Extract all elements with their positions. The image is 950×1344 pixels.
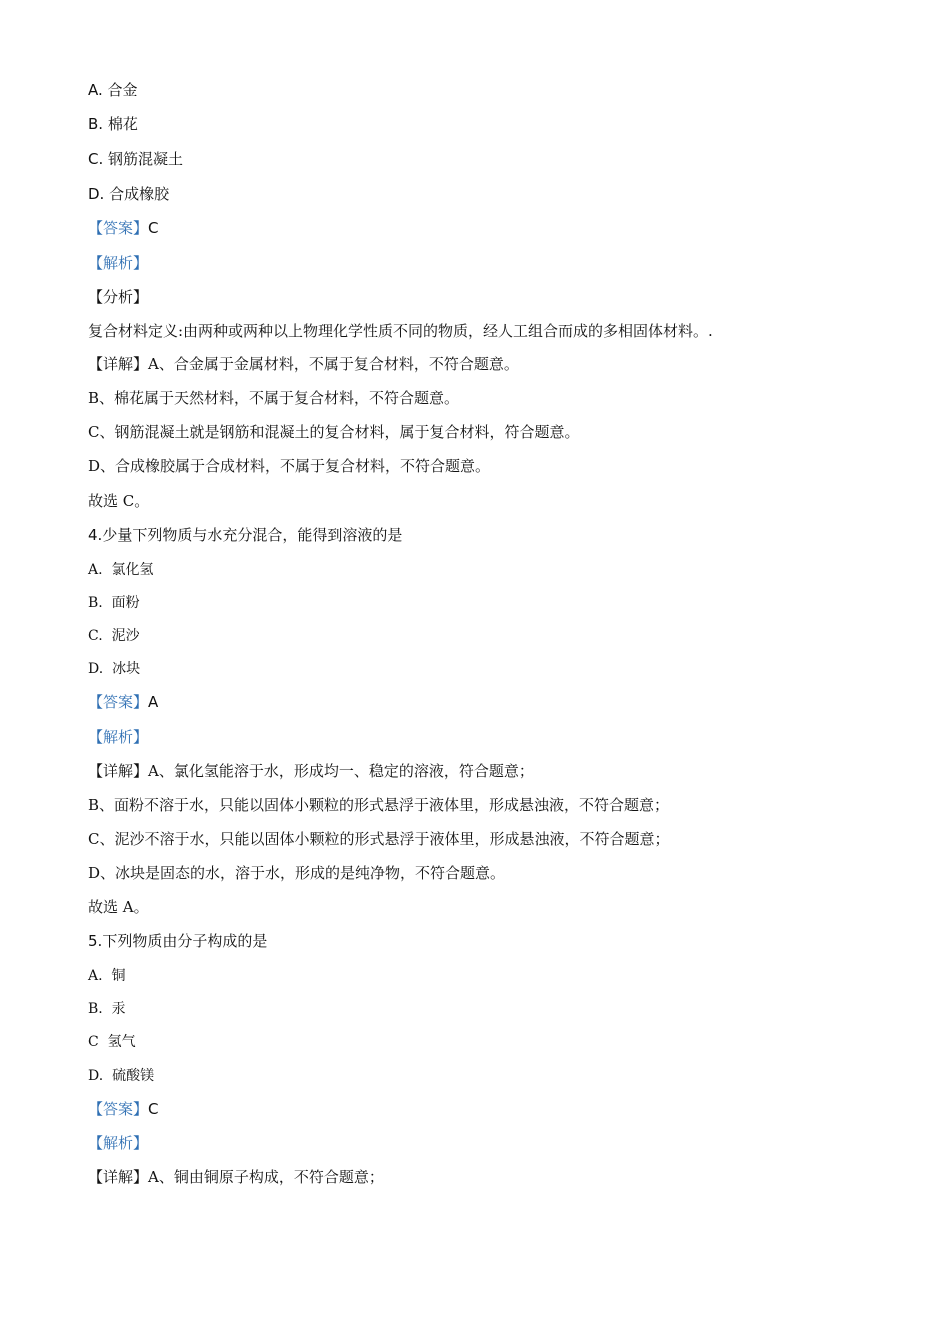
option-letter: B.: [88, 115, 104, 133]
q3-conclusion: 故选 C。: [88, 492, 150, 510]
option-letter: D.: [88, 1068, 104, 1084]
option-text: 合金: [107, 81, 138, 99]
q3-detail-d: D、合成橡胶属于合成材料，不属于复合材料，不符合题意。: [88, 457, 491, 475]
question-text: 下列物质由分子构成的是: [102, 932, 268, 950]
q3-fenxi-tag: [88, 287, 148, 307]
option-text: 泥沙: [111, 628, 140, 644]
q5-option-d: [88, 1066, 154, 1086]
option-letter: D.: [88, 185, 105, 203]
q5-answer: [88, 1099, 159, 1119]
q3-detail-c: C、钢筋混凝土就是钢筋和混凝土的复合材料，属于复合材料，符合题意。: [88, 423, 580, 441]
q3-detail-b: B、棉花属于天然材料，不属于复合材料，不符合题意。: [88, 389, 460, 407]
q3-answer: [88, 218, 159, 238]
q5-analysis-tag: [88, 1133, 148, 1153]
q4-option-a: [88, 560, 153, 580]
detail-tag: 【详解】: [88, 1168, 149, 1186]
q4-answer: [88, 692, 158, 712]
option-text: 汞: [111, 1001, 126, 1017]
option-text: 铜: [111, 968, 126, 984]
q4-option-d: [88, 659, 140, 679]
option-text: 氯化氢: [111, 562, 154, 578]
detail-text: A、铜由铜原子构成，不符合题意；: [148, 1168, 384, 1186]
answer-value: A: [148, 693, 159, 711]
q5-stem: [88, 931, 267, 951]
option-letter: C.: [88, 628, 103, 644]
option-text: 面粉: [111, 595, 140, 611]
option-letter: A.: [88, 968, 103, 984]
q4-conclusion: 故选 A。: [88, 898, 149, 916]
q5-option-a: [88, 966, 125, 986]
answer-value: C: [148, 1100, 159, 1118]
option-letter: C.: [88, 150, 104, 168]
fenxi-tag: 【分析】: [88, 288, 149, 306]
option-letter: A.: [88, 81, 103, 99]
answer-tag: 【答案】: [88, 219, 149, 237]
detail-text: A、氯化氢能溶于水，形成均一、稳定的溶液，符合题意；: [148, 762, 534, 780]
question-number: 5.: [88, 932, 103, 950]
q4-option-b: [88, 593, 140, 613]
q3-option-b: [88, 114, 138, 134]
q4-analysis-tag: [88, 727, 148, 747]
detail-text: A、合金属于金属材料，不属于复合材料，不符合题意。: [148, 355, 519, 373]
answer-value: C: [148, 219, 159, 237]
answer-tag: 【答案】: [88, 693, 149, 711]
q3-option-d: [88, 184, 169, 204]
option-letter: C: [88, 1034, 99, 1050]
question-text: 少量下列物质与水充分混合，能得到溶液的是: [102, 526, 403, 544]
analysis-tag: 【解析】: [88, 254, 149, 272]
q4-stem: [88, 525, 402, 545]
option-letter: B.: [88, 1001, 103, 1017]
q3-detail-a: [88, 354, 519, 374]
analysis-tag: 【解析】: [88, 728, 149, 746]
q3-option-a: [88, 80, 138, 100]
detail-tag: 【详解】: [88, 762, 149, 780]
q5-detail-a: [88, 1167, 384, 1187]
q3-definition: 复合材料定义:由两种或两种以上物理化学性质不同的物质，经人工组合而成的多相固体材料。.: [88, 322, 713, 340]
option-text: 钢筋混凝土: [108, 150, 184, 168]
option-text: 冰块: [112, 661, 141, 677]
q5-option-b: [88, 999, 126, 1019]
option-letter: D.: [88, 661, 104, 677]
analysis-tag: 【解析】: [88, 1134, 149, 1152]
option-text: 硫酸镁: [112, 1068, 155, 1084]
q4-option-c: [88, 626, 140, 646]
detail-tag: 【详解】: [88, 355, 149, 373]
q4-detail-a: [88, 761, 534, 781]
q3-option-c: [88, 149, 183, 169]
option-text: 棉花: [107, 115, 138, 133]
q3-analysis-tag: [88, 253, 148, 273]
option-text: 合成橡胶: [109, 185, 170, 203]
option-letter: A.: [88, 562, 103, 578]
q4-detail-b: B、面粉不溶于水，只能以固体小颗粒的形式悬浮于液体里，形成悬浊液，不符合题意；: [88, 796, 670, 814]
q5-option-c: [88, 1032, 136, 1052]
q4-detail-d: D、冰块是固态的水，溶于水，形成的是纯净物，不符合题意。: [88, 864, 506, 882]
q4-detail-c: C、泥沙不溶于水，只能以固体小颗粒的形式悬浮于液体里，形成悬浊液，不符合题意；: [88, 830, 670, 848]
question-number: 4.: [88, 526, 103, 544]
option-letter: B.: [88, 595, 103, 611]
answer-tag: 【答案】: [88, 1100, 149, 1118]
option-text: 氢气: [107, 1034, 136, 1050]
